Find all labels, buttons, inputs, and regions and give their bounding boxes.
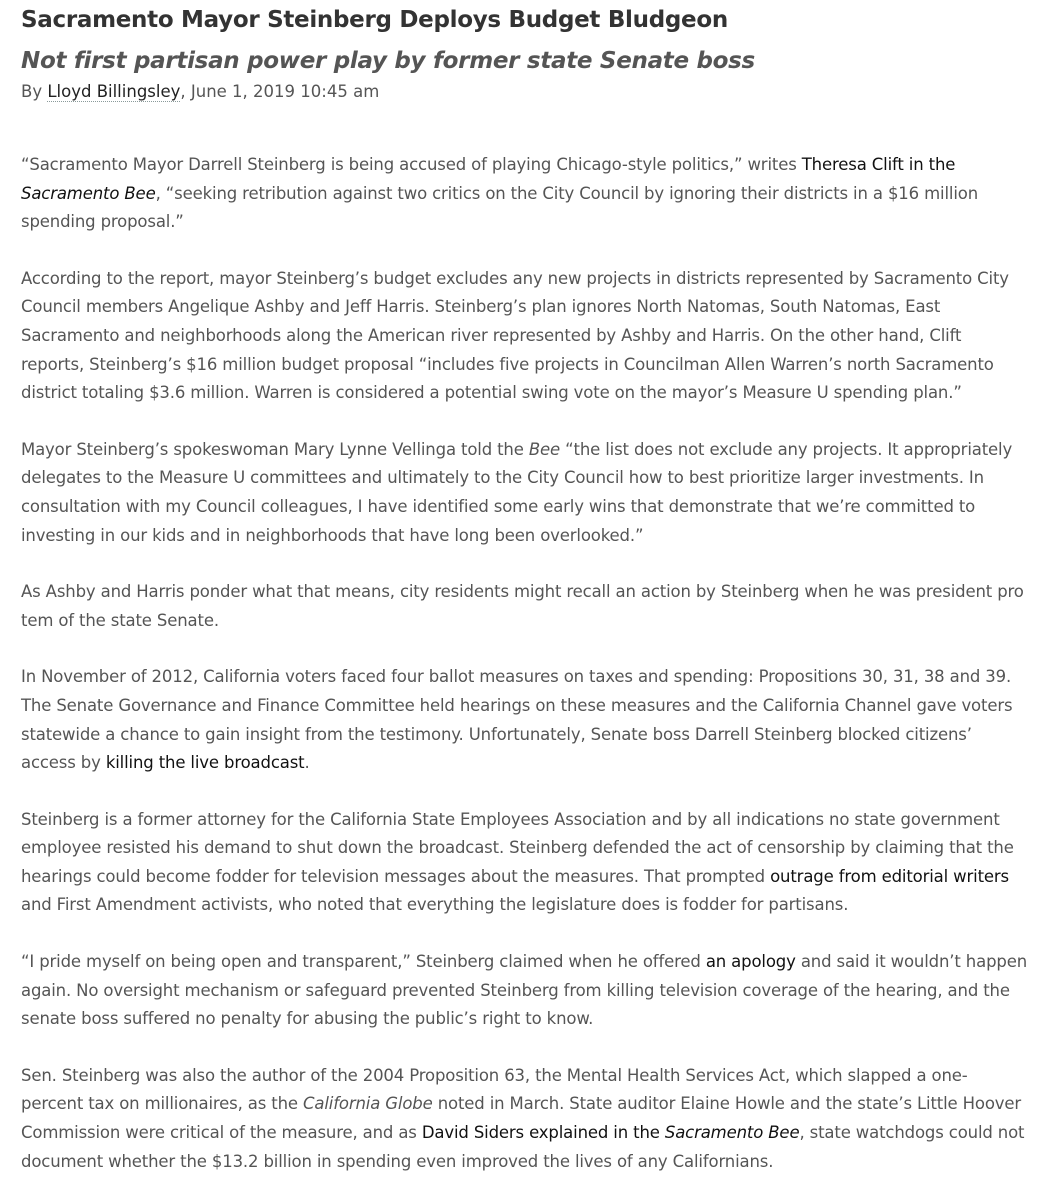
outrage-editorial-link[interactable]: outrage from editorial writers — [770, 866, 1009, 886]
paragraph-1 — [21, 151, 1028, 237]
david-siders-link[interactable] — [422, 1123, 800, 1142]
text: and First Amendment activists, who noted that everything the legislature does is fodder for partisans. — [21, 895, 849, 915]
paragraph-8 — [21, 1062, 1028, 1176]
link-text: David Siders explained in the — [421, 1123, 665, 1143]
article-body — [21, 151, 1028, 1176]
byline-prefix: By — [21, 82, 48, 101]
text: “the list does not exclude any projects. It appropriately delegates to the Measure U committees and ultimately to the City Council how to best prioritize larger investments. In consultation with my Council colleagues, I have identified some early wins that demonstrate that we’re committed to investing in our kids and in neighborhoods that have long been overlooked.” — [21, 439, 1013, 545]
text: . — [304, 753, 310, 773]
text: “Sacramento Mayor Darrell Steinberg is being accused of playing Chicago-style politics,” writes — [21, 155, 802, 174]
paragraph-4 — [21, 578, 1028, 635]
text: Mayor Steinberg’s spokeswoman Mary Lynne Vellinga told the — [21, 439, 529, 459]
text: “I pride myself on being open and transparent,” Steinberg claimed when he offered — [21, 952, 706, 972]
article-subhead: Not first partisan power play by former state Senate boss — [21, 48, 755, 74]
text-italic: California Globe — [303, 1094, 433, 1114]
text: In November of 2012, California voters faced four ballot measures on taxes and spending: Propositions 30, 31, 38 and 39. The Senate Governance and Finance Committee held hearings on these measures and the California Channel gave voters statewide a chance to gain insight from the testimony. Unfortunately, Senate boss Darrell Steinberg blocked citizens’ access by — [21, 667, 1013, 773]
paragraph-2 — [21, 265, 1028, 408]
paragraph-6 — [21, 806, 1028, 920]
text: noted in March. State auditor Elaine Howle and the state’s Little Hoover Commission were critical of the measure, and as — [21, 1094, 1022, 1143]
link-text: Theresa Clift in the — [801, 155, 956, 174]
text: and said it wouldn’t happen again. No oversight mechanism or safeguard prevented Steinberg from killing television coverage of the hearing, and the senate boss suffered no penalty for abusing the public’s right to know. — [21, 952, 1028, 1029]
text: , state watchdogs could not document whether the $13.2 billion in spending even improved the lives of any Californians. — [21, 1123, 1025, 1171]
byline — [21, 80, 1028, 104]
text: According to the report, mayor Steinberg’s budget excludes any new projects in districts represented by Sacramento City Council members Angelique Ashby and Jeff Harris. Steinberg’s plan ignores North Natomas, South Natomas, East Sacramento and neighborhoods along the American river represented by Ashby and Harris. On the other hand, Clift reports, Steinberg’s $16 million budget proposal “includes five projects in Councilman Allen Warren’s north Sacramento district totaling $3.6 million. Warren is considered a potential swing vote on the mayor’s Measure U spending plan.” — [21, 268, 1009, 403]
text: As Ashby and Harris ponder what that means, city residents might recall an action by Steinberg when he was president pro tem of the state Senate. — [21, 582, 1024, 630]
author-link[interactable]: Lloyd Billingsley — [47, 82, 181, 101]
paragraph-3 — [21, 436, 1028, 550]
link-text-italic: Sacramento Bee — [21, 183, 156, 203]
text: Sen. Steinberg was also the author of the 2004 Proposition 63, the Mental Health Services Act, which slapped a one-percent tax on millionaires, as the — [21, 1065, 968, 1114]
link-text-italic: Sacramento Bee — [664, 1123, 800, 1143]
paragraph-7 — [21, 948, 1028, 1034]
apology-link[interactable]: an apology — [705, 952, 796, 972]
byline-date: , June 1, 2019 10:45 am — [180, 82, 380, 101]
article-headline: Sacramento Mayor Steinberg Deploys Budget Bludgeon — [21, 7, 728, 33]
paragraph-5 — [21, 663, 1028, 777]
text: , “seeking retribution against two critics on the City Council by ignoring their districts in a $16 million spending proposal.” — [21, 183, 978, 232]
text: Steinberg is a former attorney for the California State Employees Association and by all indications no state government employee resisted his demand to shut down the broadcast. Steinberg defended the act of censorship by claiming that the hearings could become fodder for television messages about the measures. That prompted — [21, 809, 1014, 886]
text-italic: Bee — [528, 439, 561, 459]
killing-broadcast-link[interactable]: killing the live broadcast — [105, 753, 305, 773]
